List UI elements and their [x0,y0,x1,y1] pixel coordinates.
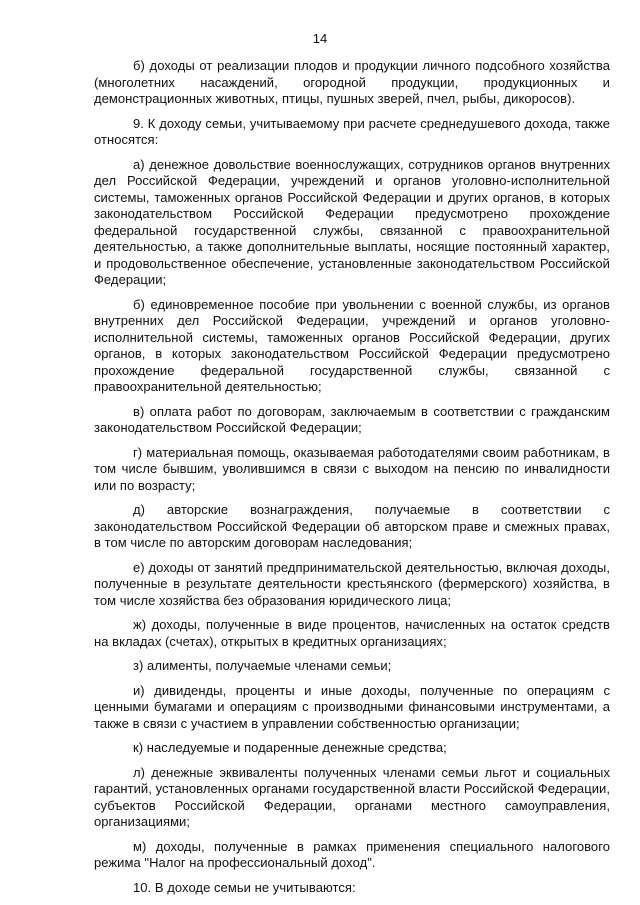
page-number: 14 [312,31,328,46]
paragraph-l-benefit-equivalents: л) денежные эквиваленты полученных членами семьи льгот и социальных гарантий, установленных органами государственной власти Российской Федерации, субъектов Российской Федерации, органами местного самоуправления, организациями; [94,764,610,829]
paragraph-m-professional-tax: м) доходы, полученные в рамках применения специального налогового режима "Налог на профессиональный доход". [94,838,610,870]
paragraph-income-subsidiary-farm: б) доходы от реализации плодов и продукции личного подсобного хозяйства (многолетних насаждений, огородной продукции, продукционных и демонстрационных животных, птицы, пушных зверей, пчел, рыбы, дикоросов). [94,58,610,106]
paragraph-zh-interest: ж) доходы, полученные в виде процентов, начисленных на остаток средств на вкладах (счетах), открытых в кредитных организациях; [94,617,610,649]
paragraph-v-contract-work: в) оплата работ по договорам, заключаемым в соответствии с гражданским законодательством Российской Федерации; [94,403,610,435]
paragraph-a-military-allowance: а) денежное довольствие военнослужащих, сотрудников органов внутренних дел Российской Федерации, учреждений и органов уголовно-исполнительной системы, таможенных органов Российской Федерации и других органов, в которых законодательством Российской Федерации предусмотрено прохождение федеральной государственной службы, связанной с правоохранительной деятельностью, а также дополнительные выплаты, носящие постоянный характер, и продовольственное обеспечение, установленные законодательством Российской Федерации; [94,156,610,287]
paragraph-i-dividends: и) дивиденды, проценты и иные доходы, полученные по операциям с ценными бумагами и операциям с производными финансовыми инструментами, а также в связи с участием в управлении собственностью организации; [94,682,610,731]
paragraph-d-royalties: д) авторские вознаграждения, получаемые в соответствии с законодательством Российской Федерации об авторском праве и смежных правах, в том числе по авторским договорам наследования; [94,502,610,550]
paragraph-b-severance: б) единовременное пособие при увольнении с военной службы, из органов внутренних дел Российской Федерации, учреждений и органов уголовно-исполнительной системы, таможенных органов Российской Федерации, других органов, в которых законодательством Российской Федерации предусмотрено прохождение федеральной государственной службы, связанной с правоохранительной деятельностью; [94,296,610,394]
paragraph-g-material-aid: г) материальная помощь, оказываемая работодателями своим работникам, в том числе бывшим, уволившимся в связи с выходом на пенсию по инвалидности или по возрасту; [94,444,610,493]
paragraph-e-business-income: е) доходы от занятий предпринимательской деятельностью, включая доходы, полученные в результате деятельности крестьянского (фермерского) хозяйства, в том числе хозяйства без образования юридического лица; [94,559,610,608]
document-body [94,58,610,904]
paragraph-item-10: 10. В доходе семьи не учитываются: [133,879,356,895]
paragraph-k-inheritance: к) наследуемые и подаренные денежные средства; [133,740,447,755]
paragraph-z-alimony: з) алименты, получаемые членами семьи; [133,658,392,673]
paragraph-item-9: 9. К доходу семьи, учитываемому при расчете среднедушевого дохода, также относятся: [94,115,610,147]
